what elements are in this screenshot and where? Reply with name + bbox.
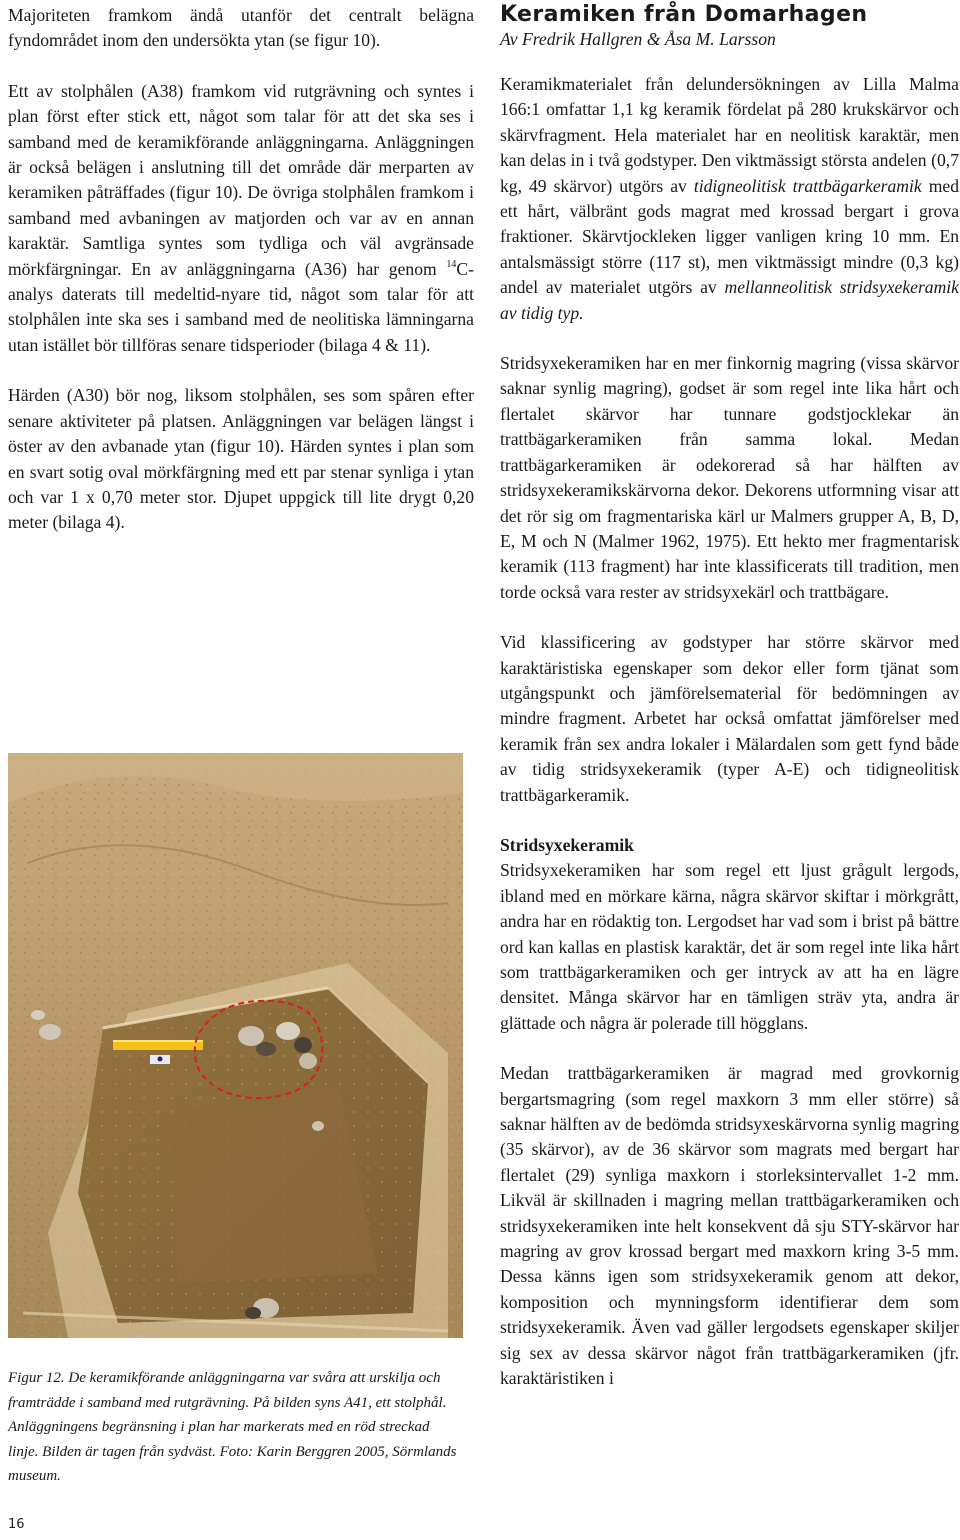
left-paragraph-2 bbox=[8, 79, 474, 358]
page-number: 16 bbox=[8, 1517, 25, 1532]
right-paragraph-1-emphasis-1: tidigneolitisk trattbägarkeramik bbox=[693, 175, 922, 196]
right-paragraph-2: Stridsyxekeramiken har en mer finkornig magring (vissa skärvor saknar synlig magring), godset är som regel inte lika hårt och flertalet skärvor har tunnare godstjocklekar än trattbägarkeramiken från samma lokal. Medan trattbägarkeramiken är odekorerad så har hälften av stridsyxekeramikskärvorna dekor. Dekorens utformning visar att det rör sig om fragmentariska kärl ur Malmers grupper A, B, D, E, M och N (Malmer 1962, 1975). Ett hekto mer fragmentarisk keramik (113 fragment) har inte klassificerats till tradition, men torde också vara rester av stridsyxekärl och trattbägare. bbox=[500, 353, 959, 602]
right-paragraph-1-emphasis-2: mellanneolitisk stridsyxekeramik av tidig typ. bbox=[500, 277, 959, 323]
left-column bbox=[8, 0, 474, 536]
right-paragraph-3: Vid klassificering av godstyper har större skärvor med karaktäristiska egenskaper som dekor eller form tjänat som utgångspunkt och jämförelsematerial för bedömningen av mindre fragment. Arbetet har också omfattat jämförelser med keramik från sex andra lokaler i Mälardalen som gett fynd både av tidig stridsyxekeramik (typer A-E) och tidigneolitisk trattbägarkeramik. bbox=[500, 632, 959, 805]
left-paragraph-1: Majoriteten framkom ändå utanför det centralt belägna fyndområdet inom den undersökta ytan (se figur 10). bbox=[8, 5, 474, 51]
right-paragraph-1 bbox=[500, 72, 959, 326]
c14-superscript: 14 bbox=[446, 258, 457, 270]
left-paragraph-2-text-a: Ett av stolphålen (A38) framkom vid rutgrävning och syntes i plan först efter stick ett, något som talar för att det ska ses i samband med de keramikförande anläggningarna. Anläggningen är också belägen i anslutning till det område där merparten av keramiken påträffades (figur 10). De övriga stolphålen framkom i samband med avbaningen av matjorden och var av en annan karaktär. Samtliga syntes som tydliga och väl avgränsade mörkfärgningar. En av anläggningarna (A36) har genom bbox=[8, 80, 474, 279]
left-paragraph-2-text-b: C-analys daterats till medeltid-nyare tid, något som talar för att stolphålen inte ska ses i samband med de neolitiska lämningarna utan istället bör tillföras senare tidsperioder (bilaga 4 & 11). bbox=[8, 258, 474, 355]
right-paragraph-1-text-b: med ett hårt, välbränt gods magrat med krossad bergart i grova fraktioner. Skärvtjockleken ligger vanligen kring 10 mm. En antalsmässigt större (117 st), men viktmässigt mindre (0,3 kg) andel av materialet utgörs av bbox=[500, 175, 959, 298]
right-paragraph-4: Stridsyxekeramiken har som regel ett ljust grågult lergods, ibland med en mörkare kärna, några skärvor skiftar i mörkgrått, andra har en rödaktig ton. Lergodset har vad som i brist på bättre ord kan kallas en plastisk karaktär, det är som regel inte lika hårt som trattbägarkeramiken och ger intryck av att ha en lägre densitet. Många skärvor har en tämligen sträv yta, andra är glättade och några är polerade till högglans. bbox=[500, 860, 959, 1033]
section-heading: Stridsyxekeramik bbox=[500, 834, 634, 855]
figure-caption: Figur 12. De keramikförande anläggningarna var svåra att urskilja och framträdde i samband med rutgrävning. På bilden syns A41, ett stolphål. Anläggningens begränsning i plan har markerats med en röd streckad linje. Bilden är tagen från sydväst. Foto: Karin Berggren 2005, Sörmlands museum. bbox=[8, 1370, 457, 1485]
excavation-photo-illustration bbox=[8, 753, 463, 1338]
right-paragraph-1-text-a: Keramikmaterialet från delundersökningen av Lilla Malma 166:1 omfattar 1,1 kg keramik fördelat på 280 krukskärvor och skärvfragment. Hela materialet har en neolitisk karaktär, men kan delas in i två godstyper. Den viktmässigt största andelen (0,7 kg, 49 skärvor) utgörs av bbox=[500, 74, 959, 196]
article-title: Keramiken från Domarhagen bbox=[500, 2, 868, 27]
right-column bbox=[500, 0, 959, 1392]
right-paragraph-5: Medan trattbägarkeramiken är magrad med grovkornig bergartsmagring (som regel maxkorn 3 mm eller större) så saknar hälften av de bedömda stridsyxeskärvorna synlig magring (35 skärvor), av de 36 skärvor som magrats med bergart har flertalet (29) synliga maxkorn i storleksintervallet 1-2 mm. Likväl är skillnaden i magring mellan trattbägarkeramiken och stridsyxekeramiken inte helt konsekvent då sju STY-skärvor har magring av grov krossad bergart med maxkorn kring 3-5 mm. Dessa känns igen som stridsyxekeramik genom att dekor, komposition och mynningsform identifierar dem som stridsyxekeramik. Även vad gäller lergodsets egenskaper skiljer sig sex av dessa skärvor något från trattbägarkeramiken (jfr. karaktäristiken i bbox=[500, 1063, 959, 1389]
excavation-photo bbox=[8, 753, 463, 1338]
article-byline: Av Fredrik Hallgren & Åsa M. Larsson bbox=[500, 29, 776, 49]
left-paragraph-3: Härden (A30) bör nog, liksom stolphålen, ses som spåren efter senare aktiviteter på platsen. Anläggningen var belägen längst i öster av den avbanade ytan (figur 10). Härden syntes i plan som en svart sotig oval mörkfärgning med ett par stenar synliga i ytan och var 1 x 0,70 meter stor. Djupet uppgick till lite drygt 0,20 meter (bilaga 4). bbox=[8, 385, 474, 533]
